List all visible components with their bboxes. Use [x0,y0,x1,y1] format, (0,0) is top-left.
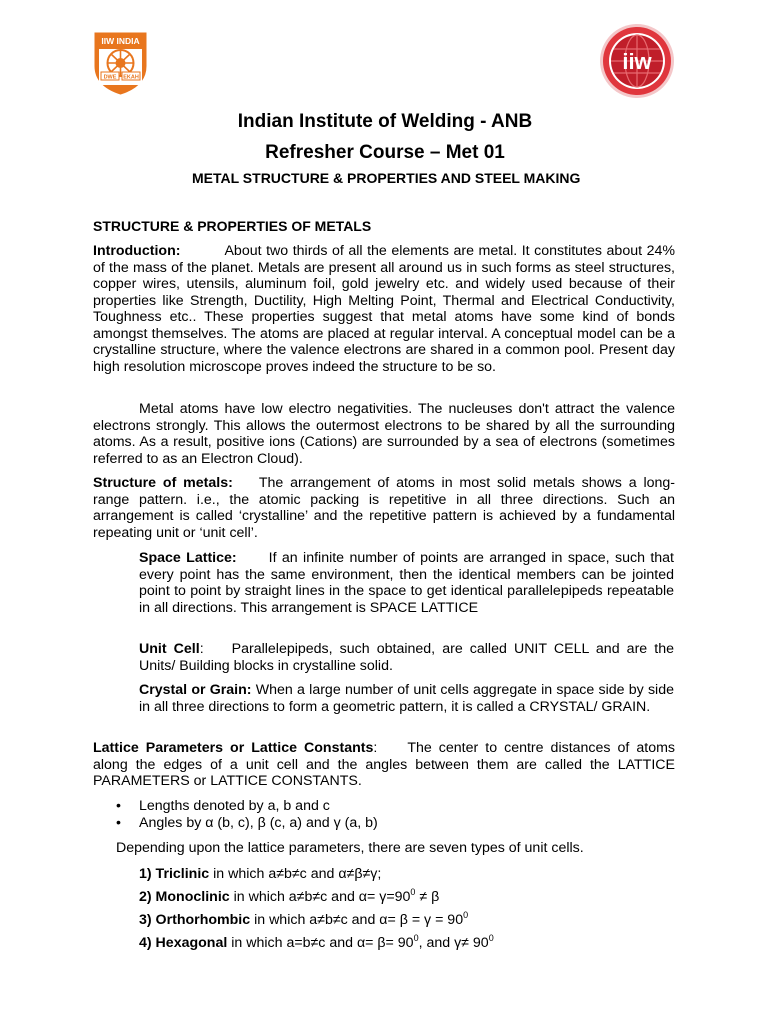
space-lattice-text: If an infinite number of points are arranged in space, such that every point has the same environment, then the identical members can be jointed point to point by straight lines in the space to get identical parallelepipeds repeatable in all directions. This arrangement is SPACE LATTICE [139,550,674,616]
unit-cell-paragraph [139,641,674,674]
introduction-label: Introduction: [93,243,181,259]
iiw-globe-logo [598,22,676,100]
iiw-india-logo [92,30,149,96]
course-subtitle: METAL STRUCTURE & PROPERTIES AND STEEL MAKING [192,170,581,186]
space-lattice-label: Space Lattice: [139,550,237,566]
course-title: Refresher Course – Met 01 [265,142,505,163]
list-item: 1) Triclinic in which a≠b≠c and α≠β≠γ; [139,866,382,882]
lattice-parameters-colon: : [373,740,378,756]
lattice-bullet-list [116,798,676,832]
introduction-text: About two thirds of all the elements are metal. It constitutes about 24% of the mass of the planet. Metals are present all around us in such forms as steel structures, copper wires, utensils, aluminum foil, gold jewelry etc. and widely used because of their properties like Strength, Ductility, High Melting Point, Thermal and Electrical Conductivity, Toughness etc.. These properties suggest that metal atoms have some kind of bonds amongst themselves. The atoms are placed at regular interval. A conceptual model can be a crystalline structure, where the valence electrons are shared in a common pool. Present day high resolution microscope proves indeed the structure to be so. [93,243,675,375]
unit-cell-label: Unit Cell [139,641,200,657]
bullet-icon: • [116,798,121,814]
list-item: 4) Hexagonal in which a=b≠c and $\alpha= \beta= 90^0$, and $\gamma\ne 90^0$ [139,933,494,951]
space-lattice-paragraph [139,550,674,616]
list-item: 2) Monoclinic in which a≠b≠c and $\alpha= \gamma=90^0 \ne \beta$ [139,887,440,905]
structure-text: The arrangement of atoms in most solid metals shows a long-range pattern. i.e., the atomic packing is repetitive in all three directions. Such an arrangement is called ‘crystalline’ and the repetitive pattern is achieved by a fundamental repeating unit or ‘unit cell’. [93,475,675,541]
unit-cell-text: Parallelepipeds, such obtained, are called UNIT CELL and are the Units/ Building blocks in crystalline solid. [139,641,674,674]
metal-atoms-paragraph: Metal atoms have low electro negativities. The nucleuses don't attract the valence electrons strongly. This allows the outermost electrons to be shared by all the surrounding atoms. As a result, positive ions (Cations) are surrounded by a sea of electrons (sometimes referred to as an Electron Cloud). [93,401,675,467]
logo-right-text: iiw [622,49,652,74]
logo-left-cell-right: EKAH [123,74,139,81]
unit-cell-colon: : [199,641,204,657]
unit-cell-types-list [139,866,494,958]
lattice-parameters-text: The center to centre distances of atoms along the edges of a unit cell and the angles between them are called the LATTICE PARAMETERS or LATTICE CONSTANTS. [93,740,675,789]
lattice-parameters-paragraph [93,740,675,790]
bullet-icon: • [116,815,121,831]
crystal-label: Crystal or Grain: [139,682,252,698]
list-item: 3) Orthorhombic in which a≠b≠c and $\alpha= \beta = \gamma = 90^0$ [139,910,469,928]
introduction-paragraph [93,243,675,375]
crystal-text: When a large number of unit cells aggregate in space side by side in all three directions to form a geometric pattern, it is called a CRYSTAL/ GRAIN. [139,682,674,715]
crystal-paragraph [139,682,674,715]
structure-paragraph [93,475,675,541]
logo-left-line1: IIW INDIA [101,36,140,46]
list-item: • Angles by α (b, c), β (c, a) and γ (a, b) [116,815,378,831]
logo-left-cell-left: DWE [103,74,117,81]
list-item: • Lengths denoted by a, b and c [116,798,330,814]
structure-label: Structure of metals: [93,475,233,491]
section-heading: STRUCTURE & PROPERTIES OF METALS [93,218,372,234]
institute-title: Indian Institute of Welding - ANB [237,111,533,132]
unit-cell-types-intro: Depending upon the lattice parameters, there are seven types of unit cells. [116,840,584,856]
lattice-parameters-label: Lattice Parameters or Lattice Constants [93,740,374,756]
